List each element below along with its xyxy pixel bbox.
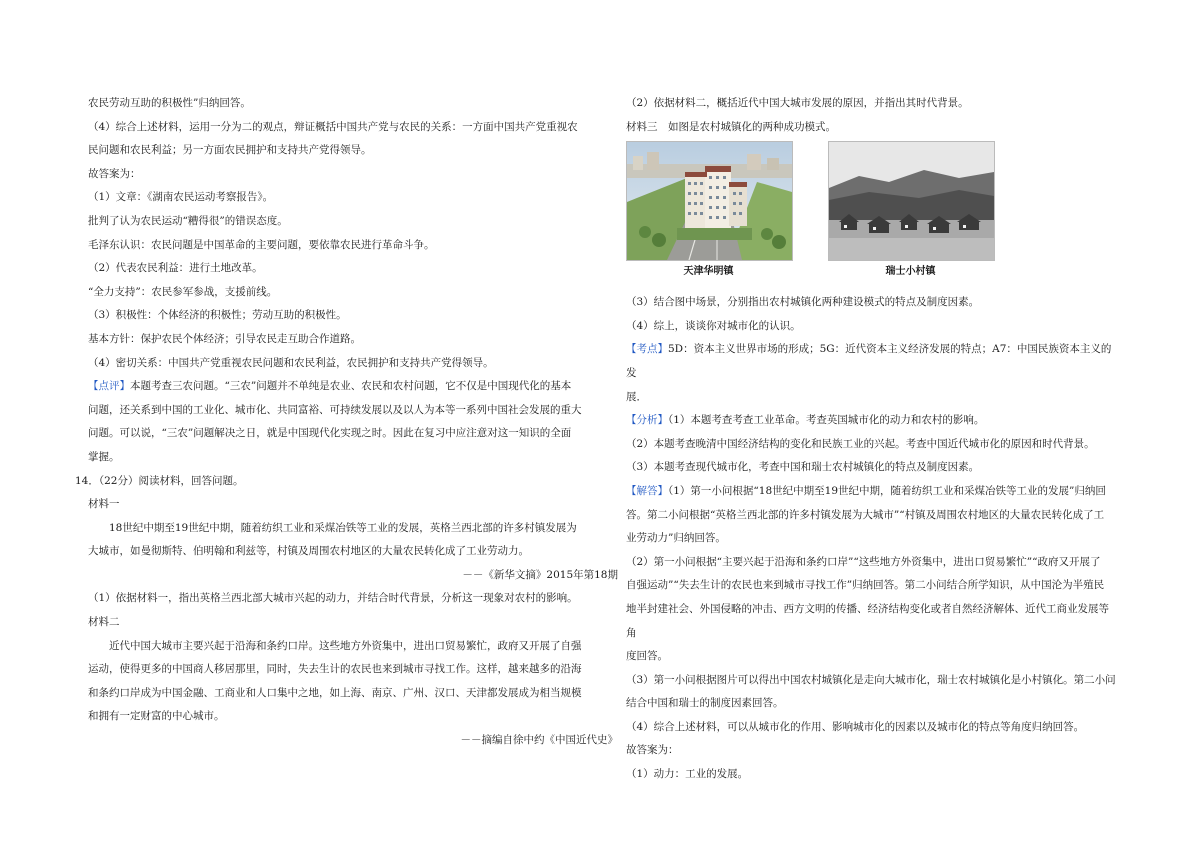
- kaodian-paragraph: 【考点】5D：资本主义世界市场的形成；5G：近代资本主义经济发展的特点；A7：中国民族资本主义的发: [626, 343, 1112, 379]
- sub-question-3: （3）结合图中场景，分别指出农村城镇化两种建设模式的特点及制度因素。: [626, 296, 980, 309]
- answer-line: 民问题和农民利益；另一方面农民拥护和支持共产党得领导。: [88, 144, 372, 157]
- jieda-line: （3）第一小问根据图片可以得出中国农村城镇化是走向大城市化，瑞士农村城镇化是小村镇化。第二小问: [626, 673, 1116, 686]
- answer-line: 故答案为：: [88, 167, 141, 180]
- jieda-line: 故答案为：: [626, 744, 679, 757]
- answer-line: （2）代表农民利益：进行土地改革。: [88, 262, 263, 275]
- sub-question-4: （4）综上，谈谈你对城市化的认识。: [626, 319, 801, 332]
- answer-line: （4）密切关系：中国共产党重视农民问题和农民利益，农民拥护和支持共产党得领导。: [88, 356, 494, 369]
- jieda-line: 结合中国和瑞士的制度因素回答。: [626, 697, 784, 710]
- material-3-intro: 材料三 如图是农村城镇化的两种成功模式。: [626, 120, 836, 133]
- answer-line: “全力支持”：农民参军参战，支援前线。: [88, 285, 278, 298]
- question-14-header: 14．（22分）阅读材料，回答问题。: [75, 474, 244, 487]
- tianjin-town-photo: [626, 141, 793, 261]
- answer-line: （4）综合上述材料，运用一分为二的观点，辩证概括中国共产党与农民的关系：一方面中国共产党重视农: [88, 120, 578, 133]
- answer-line: 批判了认为农民运动“糟得很”的错误态度。: [88, 214, 288, 227]
- answer-line: （1）文章：《湖南农民运动考察报告》。: [88, 191, 274, 204]
- left-column: [75, 92, 618, 753]
- fenxi-line: （3）本题考查现代城市化，考查中国和瑞士农村城镇化的特点及制度因素。: [626, 461, 980, 474]
- material-2-line: 和条约口岸成为中国金融、工商业和人口集中之地，如上海、南京、广州、汉口、天津都发展成为相当规模: [88, 686, 582, 699]
- dianping-paragraph: 【点评】本题考查三农问题。“三农”问题并不单纯是农业、农民和农村问题，它不仅是中国现代化的基本: [88, 380, 572, 393]
- material-1-line: 大城市，如曼彻斯特、伯明翰和利兹等，村镇及周围农村地区的大量农民转化成了工业劳动力。: [88, 545, 529, 558]
- dianping-line: 问题，还关系到中国的工业化、城市化、共同富裕、可持续发展以及以人为本等一系列中国社会发展的重大: [88, 403, 582, 416]
- jieda-line: 自强运动”“失去生计的农民也来到城市寻找工作”归纳回答。第二小问结合所学知识，从中国沦为半殖民: [626, 579, 1105, 592]
- answer-line: （3）积极性：个体经济的积极性；劳动互助的积极性。: [88, 309, 347, 322]
- dianping-line: 问题。可以说，“三农”问题解决之日，就是中国现代化实现之时。因此在复习中应注意对这一知识的全面: [88, 427, 572, 440]
- fenxi-tag: 【分析】: [626, 414, 668, 427]
- material-3-photos: [626, 141, 1116, 289]
- answer-line: 毛泽东认识：农民问题是中国革命的主要问题，要依靠农民进行革命斗争。: [88, 238, 435, 251]
- photo-tianjin-huaming: [626, 141, 791, 281]
- material-2-title: 材料二: [88, 616, 120, 629]
- jieda-tag: 【解答】: [626, 484, 668, 497]
- sub-question-2: （2）依据材料二，概括近代中国大城市发展的原因，并指出其时代背景。: [626, 97, 969, 109]
- jieda-line: 地半封建社会、外国侵略的冲击、西方文明的传播、经济结构变化或者自然经济解体、近代工商业发展等角: [626, 602, 1109, 639]
- dianping-tag: 【点评】: [88, 380, 130, 393]
- jieda-line: 答。第二小问根据“英格兰西北部的许多村镇发展为大城市”“村镇及周围农村地区的大量农民转化成了工: [626, 508, 1105, 521]
- fenxi-paragraph: 【分析】（1）本题考查考查工业革命。考查英国城市化的动力和农村的影响。: [626, 414, 985, 427]
- jieda-line: 业劳动力”归纳回答。: [626, 532, 726, 545]
- photo-a-caption: 天津华明镇: [683, 266, 734, 278]
- photo-b-caption: 瑞士小村镇: [885, 266, 936, 278]
- jieda-line: （2）第一小问根据“主要兴起于沿海和条约口岸”“这些地方外资集中，进出口贸易繁忙”“政府又开展了: [626, 555, 1101, 568]
- jieda-line: （1）动力：工业的发展。: [626, 768, 749, 781]
- swiss-village-photo: [828, 141, 995, 261]
- material-2-line: 运动，使得更多的中国商人移居那里，同时，失去生计的农民也来到城市寻找工作。这样，越来越多的沿海: [88, 663, 582, 676]
- material-2-source: －－摘编自徐中约《中国近代史》: [460, 734, 618, 747]
- right-column: [626, 92, 1116, 787]
- answer-line: 农民劳动互助的积极性”归纳回答。: [88, 97, 251, 109]
- kaodian-tag: 【考点】: [626, 343, 668, 356]
- dianping-line: 掌握。: [88, 450, 120, 463]
- material-2-line: 和拥有一定财富的中心城市。: [88, 710, 225, 723]
- sub-question-1: （1）依据材料一，指出英格兰西北部大城市兴起的动力，并结合时代背景，分析这一现象对农村的影响。: [88, 592, 578, 605]
- jieda-paragraph: 【解答】（1）第一小问根据“18世纪中期至19世纪中期，随着纺织工业和采煤冶铁等工业的发展”归纳回: [626, 484, 1106, 497]
- material-1-source: －－《新华文摘》2015年第18期: [462, 568, 618, 581]
- material-1-title: 材料一: [88, 498, 120, 511]
- fenxi-line: （2）本题考查晚清中国经济结构的变化和民族工业的兴起。考查中国近代城市化的原因和时代背景。: [626, 437, 1095, 450]
- kaodian-line: 展．: [626, 390, 647, 403]
- jieda-line: （4）综合上述材料，可以从城市化的作用、影响城市化的因素以及城市化的特点等角度归纳回答。: [626, 720, 1085, 733]
- material-2-line: 近代中国大城市主要兴起于沿海和条约口岸。这些地方外资集中，进出口贸易繁忙，政府又开展了自强: [109, 639, 582, 652]
- photo-swiss-village: [828, 141, 993, 281]
- answer-line: 基本方针：保护农民个体经济；引导农民走互助合作道路。: [88, 332, 361, 345]
- jieda-line: 度回答。: [626, 650, 668, 663]
- material-1-line: 18世纪中期至19世纪中期，随着纺织工业和采煤冶铁等工业的发展，英格兰西北部的许多村镇发展为: [109, 521, 577, 534]
